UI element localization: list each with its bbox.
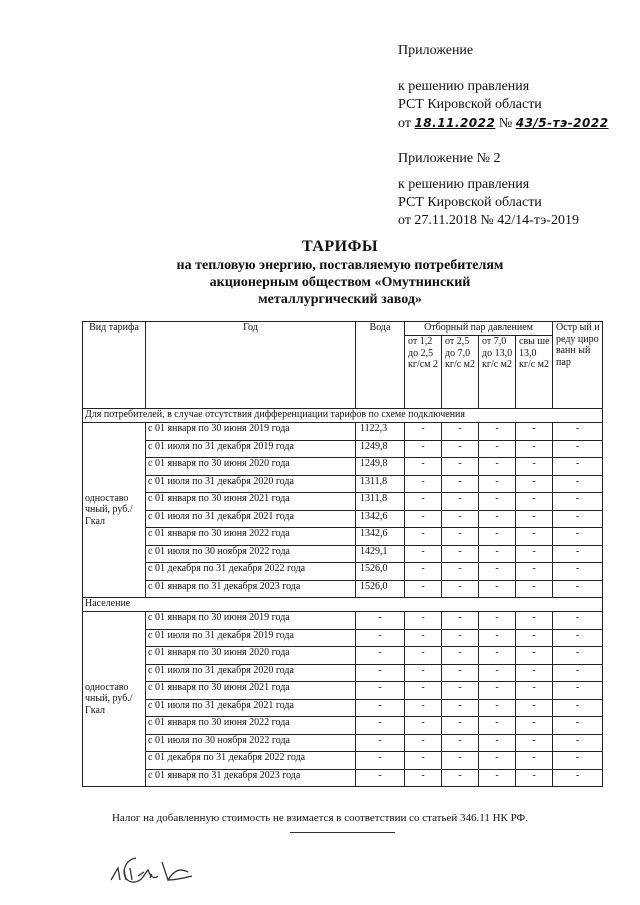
period-cell: с 01 января по 30 июня 2021 года xyxy=(146,493,356,511)
water-value-cell: 1249,8 xyxy=(356,458,405,476)
water-value-cell: - xyxy=(356,717,405,735)
dash-cell: - xyxy=(442,612,479,630)
period-cell: с 01 января по 31 декабря 2023 года xyxy=(146,580,356,598)
header-otbor: Отборный пар давлением xyxy=(405,322,553,336)
dash-cell: - xyxy=(442,682,479,700)
handwritten-number: 43/5-тэ-2022 xyxy=(515,116,609,130)
dash-cell: - xyxy=(516,612,553,630)
table-row xyxy=(83,699,603,717)
dash-cell: - xyxy=(553,510,603,528)
signature-2 xyxy=(118,850,198,890)
table-row xyxy=(83,528,603,546)
dash-cell: - xyxy=(405,647,442,665)
table-row xyxy=(83,629,603,647)
dash-cell: - xyxy=(442,699,479,717)
dash-cell: - xyxy=(516,545,553,563)
period-cell: с 01 июля по 31 декабря 2020 года xyxy=(146,664,356,682)
period-cell: с 01 июля по 31 декабря 2019 года xyxy=(146,629,356,647)
period-cell: с 01 января по 31 декабря 2023 года xyxy=(146,769,356,787)
water-value-cell: - xyxy=(356,752,405,770)
period-cell: с 01 июля по 31 декабря 2021 года xyxy=(146,510,356,528)
dash-cell: - xyxy=(479,752,516,770)
dash-cell: - xyxy=(516,423,553,441)
dash-cell: - xyxy=(442,493,479,511)
dash-cell: - xyxy=(479,423,516,441)
table-row xyxy=(83,682,603,700)
dash-cell: - xyxy=(553,563,603,581)
header-voda: Вода xyxy=(356,322,405,409)
header-vid: Вид тарифа xyxy=(83,322,146,409)
dash-cell: - xyxy=(479,545,516,563)
table-row xyxy=(83,545,603,563)
appendix-label: Приложение xyxy=(398,43,474,58)
dash-cell: - xyxy=(553,545,603,563)
period-cell: с 01 декабря по 31 декабря 2022 года xyxy=(146,752,356,770)
dash-cell: - xyxy=(516,629,553,647)
dash-cell: - xyxy=(516,510,553,528)
header-p2: от 2,5 до 7,0 кг/с м2 xyxy=(442,336,479,409)
dash-cell: - xyxy=(553,699,603,717)
dash-cell: - xyxy=(405,699,442,717)
date-number-line-2: от 27.11.2018 № 42/14-тэ-2019 xyxy=(398,213,579,228)
header-p1: от 1,2 до 2,5 кг/см 2 xyxy=(405,336,442,409)
dash-cell: - xyxy=(553,629,603,647)
table-row xyxy=(83,752,603,770)
dash-cell: - xyxy=(405,580,442,598)
dash-cell: - xyxy=(516,493,553,511)
period-cell: с 01 января по 30 июня 2019 года xyxy=(146,423,356,441)
water-value-cell: - xyxy=(356,647,405,665)
dash-cell: - xyxy=(553,717,603,735)
rst-line-2: РСТ Кировской области xyxy=(398,195,542,210)
dash-cell: - xyxy=(405,629,442,647)
header-ostr: Остр ый и реду циро ванн ый пар xyxy=(553,322,603,409)
dash-cell: - xyxy=(553,580,603,598)
dash-cell: - xyxy=(516,563,553,581)
dash-cell: - xyxy=(442,475,479,493)
tariff-type-population: одноставо чный, руб./Гкал xyxy=(83,612,146,787)
period-cell: с 01 января по 30 июня 2020 года xyxy=(146,458,356,476)
dash-cell: - xyxy=(553,528,603,546)
title-main: ТАРИФЫ xyxy=(301,238,379,255)
dash-cell: - xyxy=(442,734,479,752)
dash-cell: - xyxy=(479,580,516,598)
period-cell: с 01 июля по 31 декабря 2021 года xyxy=(146,699,356,717)
dash-cell: - xyxy=(442,510,479,528)
dash-cell: - xyxy=(516,528,553,546)
header-row-1 xyxy=(83,322,603,336)
handwritten-date: 18.11.2022 xyxy=(414,116,496,130)
section-population-label: Население xyxy=(83,598,603,612)
header-god: Год xyxy=(146,322,356,409)
dash-cell: - xyxy=(516,664,553,682)
dash-cell: - xyxy=(516,682,553,700)
dash-cell: - xyxy=(442,423,479,441)
water-value-cell: 1122,3 xyxy=(356,423,405,441)
table-row xyxy=(83,423,603,441)
decision-line-2: к решению правления xyxy=(398,177,530,192)
table-row xyxy=(83,440,603,458)
dash-cell: - xyxy=(405,493,442,511)
dash-cell: - xyxy=(442,717,479,735)
dash-cell: - xyxy=(405,423,442,441)
dash-cell: - xyxy=(479,682,516,700)
water-value-cell: 1526,0 xyxy=(356,580,405,598)
dash-cell: - xyxy=(405,717,442,735)
dash-cell: - xyxy=(516,440,553,458)
dash-cell: - xyxy=(516,717,553,735)
table-row xyxy=(83,493,603,511)
dash-cell: - xyxy=(442,647,479,665)
water-value-cell: 1342,6 xyxy=(356,528,405,546)
dash-cell: - xyxy=(553,734,603,752)
header-p3: от 7,0 до 13,0 кг/с м2 xyxy=(479,336,516,409)
water-value-cell: 1311,8 xyxy=(356,493,405,511)
dash-cell: - xyxy=(442,458,479,476)
dash-cell: - xyxy=(442,580,479,598)
dash-cell: - xyxy=(479,699,516,717)
dash-cell: - xyxy=(405,769,442,787)
dash-cell: - xyxy=(405,510,442,528)
table-row xyxy=(83,734,603,752)
water-value-cell: - xyxy=(356,682,405,700)
dash-cell: - xyxy=(479,510,516,528)
water-value-cell: - xyxy=(356,629,405,647)
dash-cell: - xyxy=(553,664,603,682)
section-consumers xyxy=(83,409,603,423)
period-cell: с 01 января по 30 июня 2021 года xyxy=(146,682,356,700)
table-row xyxy=(83,475,603,493)
dash-cell: - xyxy=(405,682,442,700)
table-row xyxy=(83,647,603,665)
rst-line: РСТ Кировской области xyxy=(398,97,542,112)
title-line-1: на тепловую энергию, поставляемую потребителям xyxy=(176,258,504,273)
dash-cell: - xyxy=(479,493,516,511)
dash-cell: - xyxy=(442,545,479,563)
dash-cell: - xyxy=(553,423,603,441)
vat-note: Налог на добавленную стоимость не взимается в соответствии со статьей 346.11 НК РФ. xyxy=(111,812,529,824)
header-p4: свы ше 13,0 кг/с м2 xyxy=(516,336,553,409)
table-row xyxy=(83,769,603,787)
dash-cell: - xyxy=(516,475,553,493)
dash-cell: - xyxy=(553,647,603,665)
decision-line: к решению правления xyxy=(398,79,530,94)
dash-cell: - xyxy=(442,664,479,682)
dash-cell: - xyxy=(479,769,516,787)
table-row xyxy=(83,664,603,682)
dash-cell: - xyxy=(405,545,442,563)
decision-block-2 xyxy=(398,176,579,230)
signature-line xyxy=(290,832,395,833)
dash-cell: - xyxy=(479,629,516,647)
period-cell: с 01 января по 30 июня 2019 года xyxy=(146,612,356,630)
dash-cell: - xyxy=(405,440,442,458)
dash-cell: - xyxy=(405,752,442,770)
dash-cell: - xyxy=(442,528,479,546)
water-value-cell: - xyxy=(356,734,405,752)
dash-cell: - xyxy=(553,458,603,476)
dash-cell: - xyxy=(405,458,442,476)
dash-cell: - xyxy=(553,752,603,770)
dash-cell: - xyxy=(516,699,553,717)
dash-cell: - xyxy=(479,717,516,735)
dash-cell: - xyxy=(516,458,553,476)
dash-cell: - xyxy=(516,752,553,770)
date-number-line: от 18.11.2022 № 43/5-тэ-2022 xyxy=(398,116,609,131)
water-value-cell: - xyxy=(356,664,405,682)
tariff-type-consumers: одноставо чный, руб./Гкал xyxy=(83,423,146,598)
dash-cell: - xyxy=(479,458,516,476)
section-consumers-label: Для потребителей, в случае отсутствия дифференциации тарифов по схеме подключения xyxy=(83,409,603,423)
table-row xyxy=(83,510,603,528)
water-value-cell: - xyxy=(356,699,405,717)
period-cell: с 01 января по 30 июня 2022 года xyxy=(146,528,356,546)
period-cell: с 01 июля по 30 ноября 2022 года xyxy=(146,545,356,563)
appendix2-label: Приложение № 2 xyxy=(398,151,501,166)
table-row xyxy=(83,612,603,630)
period-cell: с 01 декабря по 31 декабря 2022 года xyxy=(146,563,356,581)
table-row xyxy=(83,717,603,735)
dash-cell: - xyxy=(553,769,603,787)
table-row xyxy=(83,563,603,581)
water-value-cell: 1311,8 xyxy=(356,475,405,493)
dash-cell: - xyxy=(405,528,442,546)
section-population xyxy=(83,598,603,612)
dash-cell: - xyxy=(553,612,603,630)
dash-cell: - xyxy=(405,612,442,630)
dash-cell: - xyxy=(516,769,553,787)
dash-cell: - xyxy=(516,580,553,598)
dash-cell: - xyxy=(553,475,603,493)
dash-cell: - xyxy=(405,563,442,581)
water-value-cell: - xyxy=(356,612,405,630)
title-line-2: акционерным обществом «Омутнинский xyxy=(209,275,471,290)
dash-cell: - xyxy=(442,563,479,581)
period-cell: с 01 июля по 30 ноября 2022 года xyxy=(146,734,356,752)
title-line-3: металлургический завод» xyxy=(258,292,422,307)
document-title xyxy=(130,237,550,308)
appendix2-header xyxy=(398,150,501,168)
dash-cell: - xyxy=(553,493,603,511)
dash-cell: - xyxy=(442,629,479,647)
dash-cell: - xyxy=(405,475,442,493)
water-value-cell: 1342,6 xyxy=(356,510,405,528)
dash-cell: - xyxy=(479,475,516,493)
dash-cell: - xyxy=(479,664,516,682)
dash-cell: - xyxy=(442,440,479,458)
dash-cell: - xyxy=(553,682,603,700)
water-value-cell: 1429,1 xyxy=(356,545,405,563)
water-value-cell: 1526,0 xyxy=(356,563,405,581)
table-row xyxy=(83,580,603,598)
dash-cell: - xyxy=(479,528,516,546)
dash-cell: - xyxy=(442,769,479,787)
period-cell: с 01 июля по 31 декабря 2020 года xyxy=(146,475,356,493)
dash-cell: - xyxy=(479,440,516,458)
dash-cell: - xyxy=(405,734,442,752)
period-cell: с 01 января по 30 июня 2022 года xyxy=(146,717,356,735)
dash-cell: - xyxy=(553,440,603,458)
tariff-table xyxy=(82,321,603,787)
dash-cell: - xyxy=(479,647,516,665)
table-row xyxy=(83,458,603,476)
appendix-header xyxy=(398,42,473,60)
dash-cell: - xyxy=(442,752,479,770)
dash-cell: - xyxy=(479,612,516,630)
dash-cell: - xyxy=(516,647,553,665)
decision-block-1 xyxy=(398,78,609,133)
dash-cell: - xyxy=(405,664,442,682)
water-value-cell: 1249,8 xyxy=(356,440,405,458)
period-cell: с 01 июля по 31 декабря 2019 года xyxy=(146,440,356,458)
water-value-cell: - xyxy=(356,769,405,787)
dash-cell: - xyxy=(516,734,553,752)
dash-cell: - xyxy=(479,563,516,581)
dash-cell: - xyxy=(479,734,516,752)
period-cell: с 01 января по 30 июня 2020 года xyxy=(146,647,356,665)
